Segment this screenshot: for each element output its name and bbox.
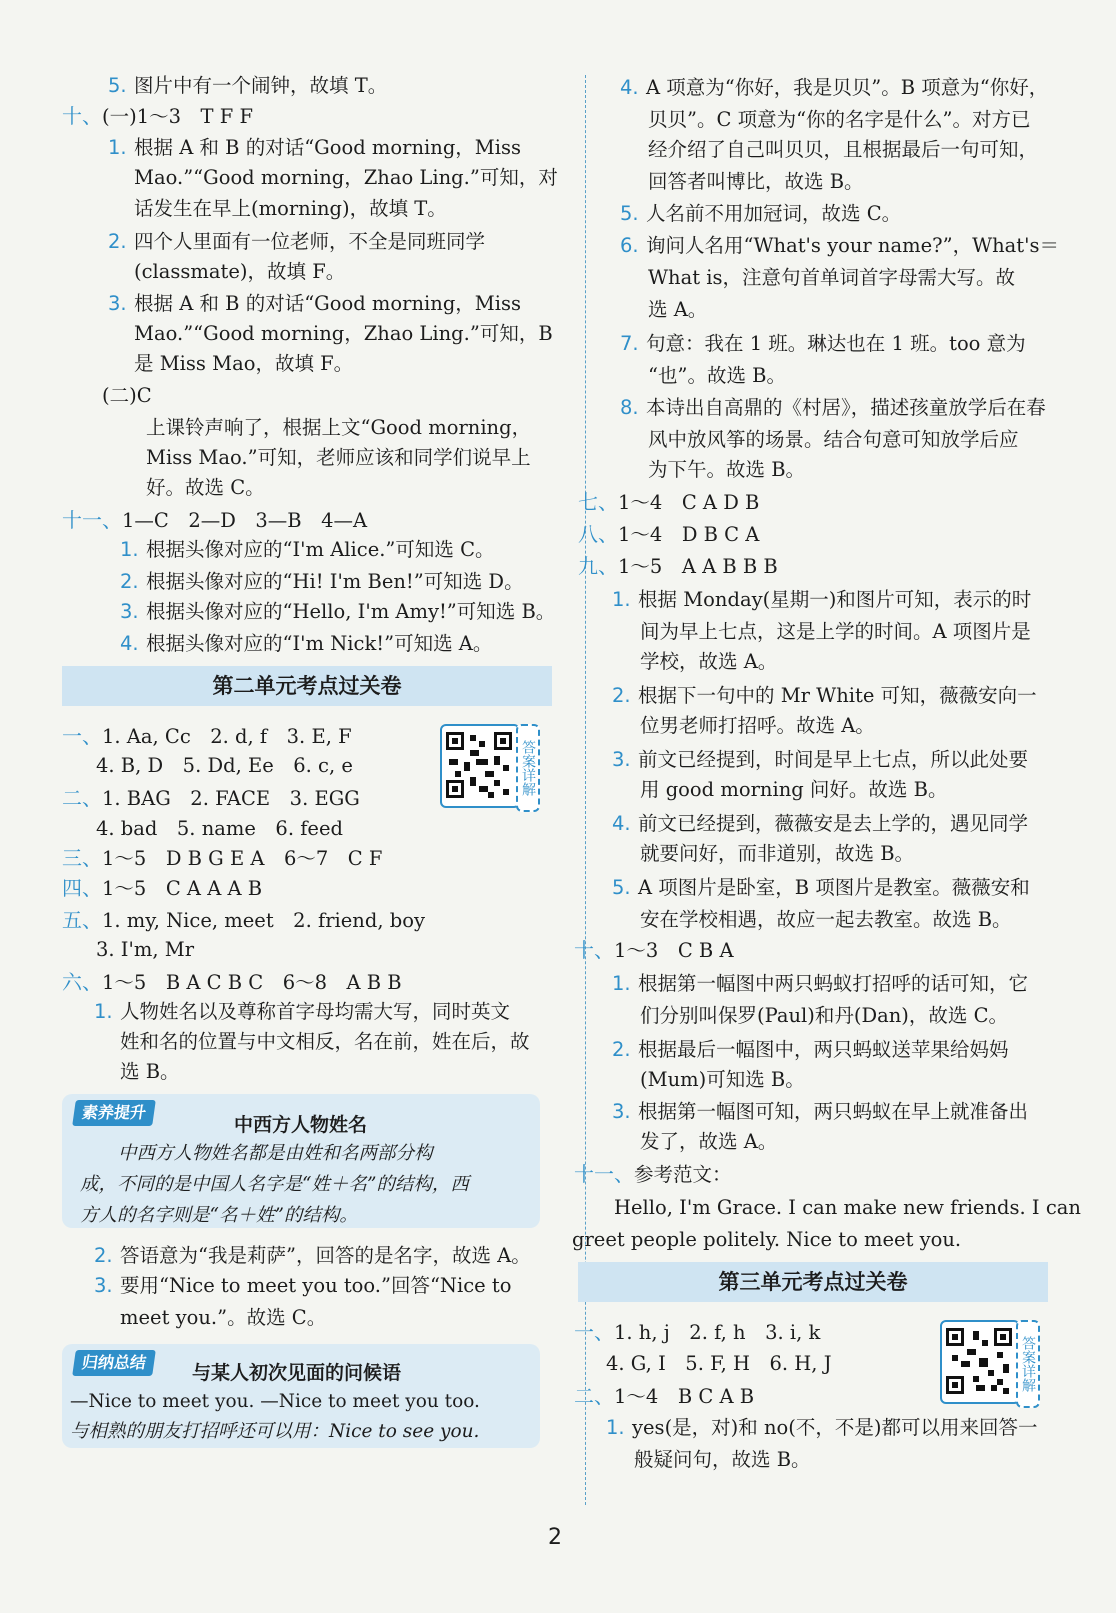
summary-box	[62, 1344, 540, 1448]
qr-code[interactable]	[440, 724, 536, 808]
answer-line: 5. A 项图片是卧室，B 项图片是教室。薇薇安和	[612, 876, 1030, 899]
section-heading: 九、1～5 A A B B B	[578, 554, 778, 578]
section-heading: 十、1～3 C B A	[574, 938, 734, 962]
answer-line: 3. 根据 A 和 B 的对话“Good morning，Miss	[108, 292, 522, 315]
answer-line: 就要问好，而非道别，故选 B。	[640, 842, 915, 865]
answer-line: 间为早上七点，这是上学的时间。A 项图片是	[640, 620, 1031, 643]
answer-line: 为下午。故选 B。	[648, 458, 806, 481]
section-heading: 五、1. my, Nice, meet 2. friend, boy	[62, 908, 425, 932]
answer-line: 发了，故选 A。	[640, 1130, 778, 1153]
answer-line: 安在学校相遇，故应一起去教室。故选 B。	[640, 908, 1012, 931]
tip-text: 成，不同的是中国人名字是“姓＋名”的结构，西	[80, 1174, 469, 1195]
answer-line: 位男老师打招呼。故选 A。	[640, 714, 875, 737]
section-heading: 七、1～4 C A D B	[578, 490, 760, 514]
section-heading: 八、1～4 D B C A	[578, 522, 760, 546]
tip-text: 中西方人物姓名都是由姓和名两部分构	[118, 1143, 433, 1164]
unit-banner: 第二单元考点过关卷	[62, 666, 552, 706]
answer-line: 1. 根据 A 和 B 的对话“Good morning，Miss	[108, 136, 522, 159]
section-heading: 四、1～5 C A A A B	[62, 876, 263, 900]
answer-line: Mao.”“Good morning，Zhao Ling.”可知，B	[134, 322, 553, 345]
answer-line: 5. 人名前不用加冠词，故选 C。	[620, 202, 902, 225]
answer-line: 回答者叫博比，故选 B。	[648, 170, 864, 193]
answer-line: 们分别叫保罗(Paul)和丹(Dan)，故选 C。	[640, 1004, 1009, 1027]
answer-line: 经介绍了自己叫贝贝，且根据最后一句可知，	[648, 138, 1039, 161]
unit-banner: 第三单元考点过关卷	[578, 1262, 1048, 1302]
page-number: 2	[548, 1525, 562, 1550]
summary-title: 与某人初次见面的问候语	[192, 1362, 402, 1384]
answer-line: Miss Mao.”可知，老师应该和同学们说早上	[146, 446, 531, 469]
answer-line: 4. B, D 5. Dd, Ee 6. c, e	[96, 754, 353, 777]
section-heading: 一、1. Aa, Cc 2. d, f 3. E, F	[62, 724, 352, 748]
answer-line: 4. G, I 5. F, H 6. H, J	[606, 1352, 832, 1375]
section-heading: 三、1～5 D B G E A 6～7 C F	[62, 846, 383, 870]
answer-line: Mao.”“Good morning，Zhao Ling.”可知，对	[134, 166, 558, 189]
answer-line: 学校，故选 A。	[640, 650, 778, 673]
essay-line: greet people politely. Nice to meet you.	[572, 1228, 962, 1251]
tip-text: 方人的名字则是“名＋姓”的结构。	[80, 1205, 358, 1226]
answer-line: 用 good morning 问好。故选 B。	[640, 778, 948, 801]
tip-box	[62, 1094, 540, 1228]
answer-line: 般疑问句，故选 B。	[634, 1448, 811, 1471]
answer-line: 1. yes(是，对)和 no(不，不是)都可以用来回答一	[606, 1416, 1038, 1439]
tip-tag: 素养提升	[72, 1100, 156, 1126]
qr-code[interactable]	[940, 1320, 1036, 1404]
qr-pattern	[946, 1328, 1012, 1394]
answer-line: (二)C	[102, 384, 152, 407]
answer-line: 4. A 项意为“你好，我是贝贝”。B 项意为“你好，	[620, 76, 1049, 99]
qr-pattern	[446, 732, 512, 798]
answer-line: 4. 前文已经提到，薇薇安是去上学的，遇见同学	[612, 812, 1029, 835]
qr-label: 答案详解	[1016, 1320, 1040, 1408]
section-heading: 二、1. BAG 2. FACE 3. EGG	[62, 786, 360, 810]
answer-line: “也”。故选 B。	[648, 364, 786, 387]
answer-line: 上课铃声响了，根据上文“Good morning，	[146, 416, 532, 439]
answer-line: (classmate)，故填 F。	[134, 260, 346, 283]
answer-line: 4. bad 5. name 6. feed	[96, 817, 343, 840]
answer-line: 1. 根据 Monday(星期一)和图片可知，表示的时	[612, 588, 1032, 611]
answer-line: 3. 要用“Nice to meet you too.”回答“Nice to	[94, 1274, 512, 1297]
answer-line: 贝贝”。C 项意为“你的名字是什么”。对方已	[648, 108, 1031, 131]
answer-line: 2. 答语意为“我是莉萨”，回答的是名字，故选 A。	[94, 1244, 531, 1267]
tip-title: 中西方人物姓名	[234, 1114, 368, 1136]
essay-line: Hello, I'm Grace. I can make new friends. I can	[614, 1196, 1081, 1219]
section-heading: 十一、参考范文：	[574, 1162, 732, 1186]
section-heading: 十一、1—C 2—D 3—B 4—A	[62, 508, 368, 532]
answer-line: 8. 本诗出自高鼎的《村居》，描述孩童放学后在春	[620, 396, 1046, 419]
answer-line: 3. 根据头像对应的“Hello, I'm Amy!”可知选 B。	[120, 600, 556, 623]
qr-label: 答案详解	[516, 724, 540, 812]
summary-text: —Nice to meet you. —Nice to meet you too.	[70, 1391, 480, 1412]
section-heading: 一、1. h, j 2. f, h 3. i, k	[574, 1320, 821, 1344]
summary-tag: 归纳总结	[72, 1350, 156, 1376]
answer-line: 2. 四个人里面有一位老师，不全是同班同学	[108, 230, 486, 253]
answer-line: 姓和名的位置与中文相反，名在前，姓在后，故	[120, 1030, 530, 1053]
answer-line: 1. 根据第一幅图中两只蚂蚁打招呼的话可知，它	[612, 972, 1029, 995]
answer-line: 1. 根据头像对应的“I'm Alice.”可知选 C。	[120, 538, 495, 561]
answer-line: 3. I'm, Mr	[96, 938, 195, 961]
answer-line: 风中放风筝的场景。结合句意可知放学后应	[648, 428, 1019, 451]
section-heading: 六、1～5 B A C B C 6～8 A B B	[62, 970, 402, 994]
answer-line: 4. 根据头像对应的“I'm Nick!”可知选 A。	[120, 632, 493, 655]
answer-line: 2. 根据下一句中的 Mr White 可知，薇薇安向一	[612, 684, 1037, 707]
answer-line: 7. 句意：我在 1 班。琳达也在 1 班。too 意为	[620, 332, 1026, 355]
answer-line: What is，注意句首单词首字母需大写。故	[648, 266, 1016, 289]
section-heading: 十、(一)1～3 T F F	[62, 104, 253, 128]
answer-line: 是 Miss Mao，故填 F。	[134, 352, 354, 375]
answer-line: 1. 人物姓名以及尊称首字母均需大写，同时英文	[94, 1000, 511, 1023]
section-heading: 二、1～4 B C A B	[574, 1384, 755, 1408]
answer-line: meet you.”。故选 C。	[120, 1306, 327, 1329]
answer-line: 好。故选 C。	[146, 476, 265, 499]
answer-line: 选 B。	[120, 1060, 180, 1083]
answer-line: 5. 图片中有一个闹钟，故填 T。	[108, 74, 388, 97]
answer-line: 选 A。	[648, 298, 708, 321]
answer-line: (Mum)可知选 B。	[640, 1068, 805, 1091]
answer-line: 2. 根据最后一幅图中，两只蚂蚁送苹果给妈妈	[612, 1038, 1009, 1061]
answer-line: 3. 前文已经提到，时间是早上七点，所以此处要	[612, 748, 1029, 771]
summary-text: 与相熟的朋友打招呼还可以用：Nice to see you.	[70, 1421, 480, 1442]
answer-line: 2. 根据头像对应的“Hi! I'm Ben!”可知选 D。	[120, 570, 524, 593]
answer-line: 6. 询问人名用“What's your name?”，What's＝	[620, 234, 1060, 257]
answer-line: 3. 根据第一幅图可知，两只蚂蚁在早上就准备出	[612, 1100, 1029, 1123]
answer-line: 话发生在早上(morning)，故填 T。	[134, 197, 447, 220]
